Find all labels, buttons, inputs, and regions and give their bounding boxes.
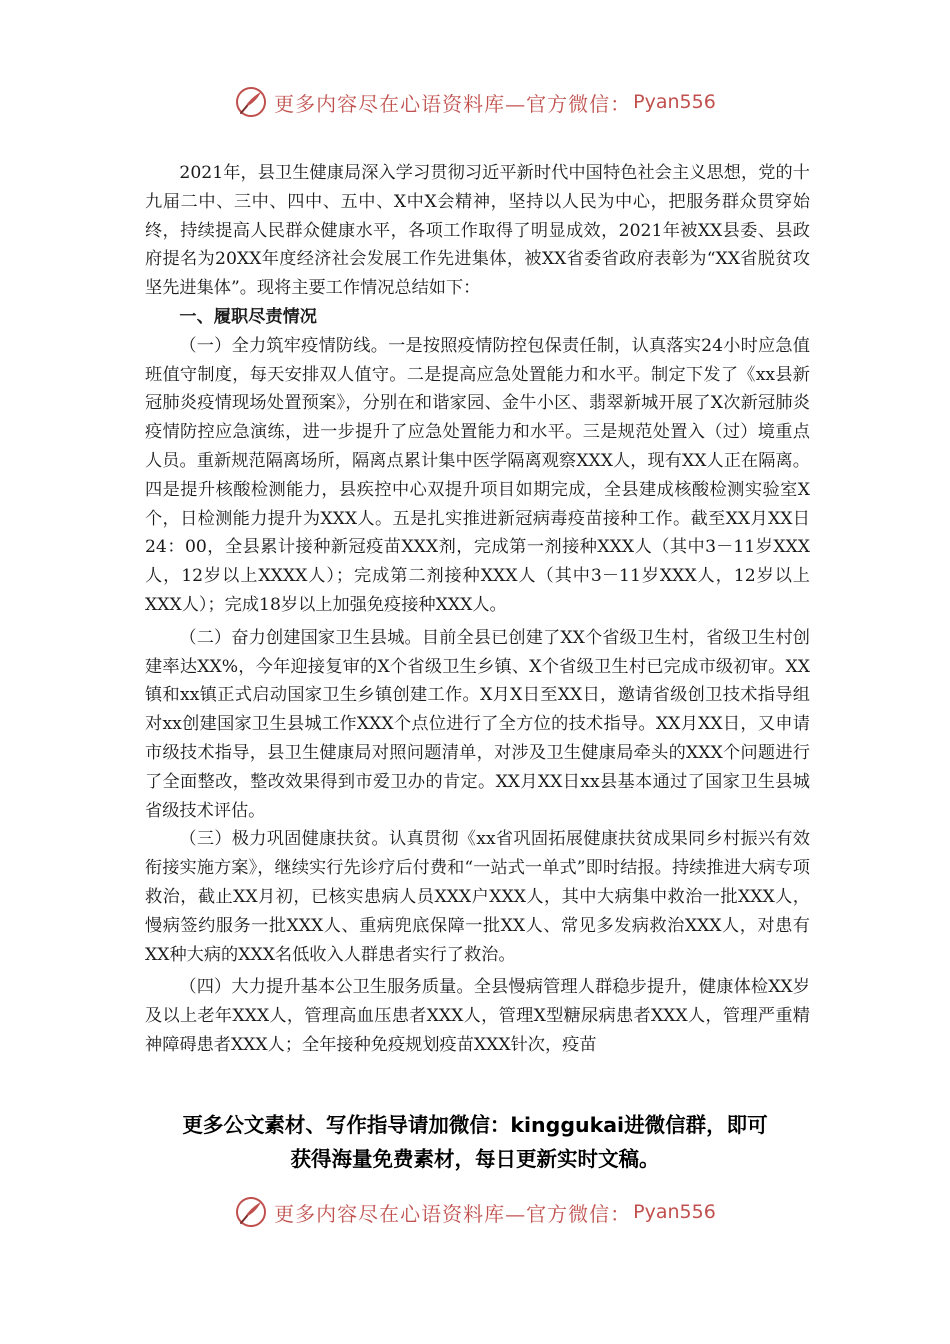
footer-watermark-account: Pyan556 <box>633 1201 716 1223</box>
quill-logo-icon <box>234 1195 268 1229</box>
intro-paragraph: 2021年，县卫生健康局深入学习贯彻习近平新时代中国特色社会主义思想，党的十九届二中、三中、四中、五中、X中X会精神，坚持以人民为中心，把服务群众贯穿始终，持续提高人民群众健康水平，各项工作取得了明显成效，2021年被XX县委、县政府提名为20XX年度经济社会发展工作先进集体，被XX省委省政府表彰为“XX省脱贫攻坚先进集体”。现将主要工作情况总结如下： <box>145 163 810 299</box>
footer-watermark-text: 更多内容尽在心语资料库—官方微信： <box>274 1201 632 1226</box>
header-watermark-banner <box>0 82 950 122</box>
header-watermark-account: Pyan556 <box>633 91 716 113</box>
document-body <box>145 159 810 1060</box>
promo-notice <box>0 1108 950 1176</box>
paragraph-poverty-health: （三）极力巩固健康扶贫。认真贯彻《xx省巩固拓展健康扶贫成果同乡村振兴有效衔接实施方案》，继续实行先诊疗后付费和“一站式一单式”即时结报。持续推进大病专项救治，截止XX月初，已核实患病人员XXX户XXX人，其中大病集中救治一批XXX人，慢病签约服务一批XXX人、重病兜底保障一批XX人、常见多发病救治XXX人，对患有XX种大病的XXX名低收入人群患者实行了救治。 <box>145 829 810 965</box>
quill-logo-icon <box>234 85 268 119</box>
footer-watermark-banner <box>0 1192 950 1232</box>
paragraph-sanitation: （二）奋力创建国家卫生县城。目前全县已创建了XX个省级卫生村，省级卫生村创建率达XX%，今年迎接复审的X个省级卫生乡镇、X个省级卫生村已完成市级初审。XX镇和xx镇正式启动国家卫生乡镇创建工作。X月X日至XX日，邀请省级创卫技术指导组对xx创建国家卫生县城工作XXX个点位进行了全方位的技术指导。XX月XX日，又申请市级技术指导，县卫生健康局对照问题清单，对涉及卫生健康局牵头的XXX个问题进行了全面整改，整改效果得到市爱卫办的肯定。XX月XX日xx县基本通过了国家卫生县城省级技术评估。 <box>145 627 810 821</box>
section-heading: 一、履职尽责情况 <box>179 306 317 327</box>
header-watermark-text: 更多内容尽在心语资料库—官方微信： <box>274 91 632 116</box>
paragraph-epidemic: （一）全力筑牢疫情防线。一是按照疫情防控包保责任制，认真落实24小时应急值班值守制度，每天安排双人值守。二是提高应急处置能力和水平。制定下发了《xx县新冠肺炎疫情现场处置预案》，分别在和谐家园、金牛小区、翡翠新城开展了X次新冠肺炎疫情防控应急演练，进一步提升了应急处置能力和水平。三是规范处置入（过）境重点人员。重新规范隔离场所，隔离点累计集中医学隔离观察XXX人，现有XX人正在隔离。四是提升核酸检测能力，县疾控中心双提升项目如期完成，全县建成核酸检测实验室X个，日检测能力提升为XXX人。五是扎实推进新冠病毒疫苗接种工作。截至XX月XX日24：00，全县累计接种新冠疫苗XXX剂，完成第一剂接种XXX人（其中3－11岁XXX人，12岁以上XXXX人）；完成第二剂接种XXX人（其中3－11岁XXX人，12岁以上XXX人）；完成18岁以上加强免疫接种XXX人。 <box>145 335 810 615</box>
promo-line-1: 更多公文素材、写作指导请加微信：kinggukai进微信群，即可 <box>182 1113 768 1137</box>
paragraph-public-health: （四）大力提升基本公卫生服务质量。全县慢病管理人群稳步提升，健康体检XX岁及以上老年XXX人，管理高血压患者XXX人，管理X型糖尿病患者XXX人，管理严重精神障碍患者XXX人；全年接种免疫规划疫苗XXX针次，疫苗 <box>145 977 810 1055</box>
promo-line-2: 获得海量免费素材，每日更新实时文稿。 <box>290 1147 660 1171</box>
